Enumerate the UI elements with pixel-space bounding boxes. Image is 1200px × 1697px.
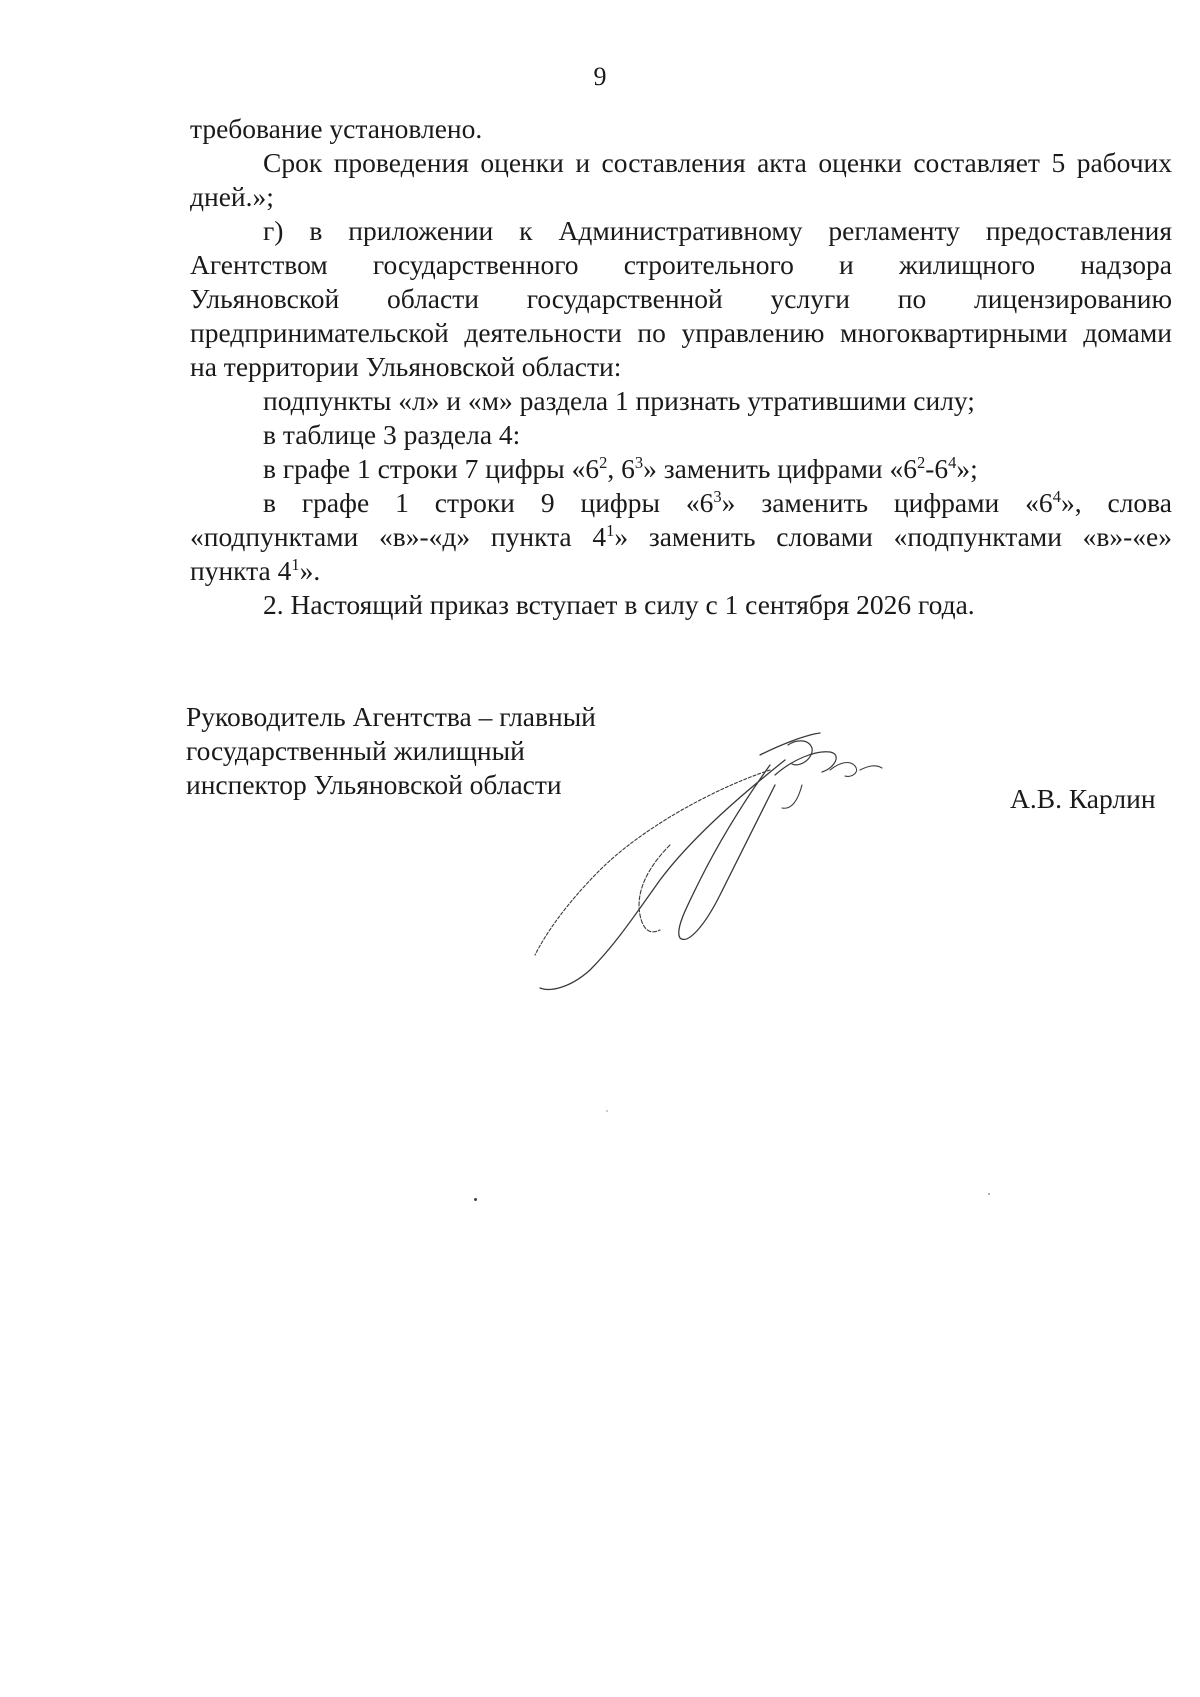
paragraph-appendix-line5: на территории Ульяновской области:	[190, 351, 622, 382]
signer-name: А.В. Карлин	[1010, 783, 1156, 814]
paragraph-assessment-term-line1: Срок проведения оценки и составления акта оценки составляет 5 рабочих	[263, 147, 1172, 178]
paragraph-appendix-line2: Агентством государственного строительного и жилищного надзора	[190, 249, 1172, 280]
paragraph-row-9-line1: в графе 1 строки 9 цифры «$6^3$» заменить цифрами «$6^4$», слова	[263, 486, 1172, 518]
position-line: инспектор Ульяновской области	[186, 769, 562, 800]
position-line: государственный жилищный	[186, 735, 525, 766]
handwritten-signature	[530, 730, 930, 1000]
page-number: 9	[593, 62, 607, 91]
paragraph-assessment-term-line2: дней.»;	[190, 181, 274, 212]
scan-speck	[474, 1198, 477, 1201]
paragraph-effective-date: 2. Настоящий приказ вступает в силу с 1 сентября 2026 года.	[263, 589, 975, 620]
document-body	[190, 112, 1172, 622]
scan-speck	[988, 1193, 990, 1195]
paragraph-requirement-established: требование установлено.	[190, 113, 483, 144]
paragraph-row-9-line2: «подпунктами «в»-«д» пункта $4^1$» заменить словами «подпунктами «в»-«е»	[190, 520, 1173, 552]
paragraph-row-9-line3: пункта $4^1$».	[190, 554, 321, 586]
scan-speck	[606, 1110, 608, 1112]
position-line: Руководитель Агентства – главный	[186, 701, 596, 732]
paragraph-row-7-digits: в графе 1 строки 7 цифры «$6^2$, $6^3$» заменить цифрами «$6^2-6^4$»;	[263, 452, 978, 484]
paragraph-appendix-line4: предпринимательской деятельности по управлению многоквартирными домами	[190, 317, 1172, 348]
paragraph-table-3-section-4: в таблице 3 раздела 4:	[263, 419, 521, 450]
paragraph-appendix-line1: г) в приложении к Административному регламенту предоставления	[263, 215, 1172, 246]
paragraph-subpoints-invalid: подпункты «л» и «м» раздела 1 признать утратившими силу;	[263, 385, 975, 416]
paragraph-appendix-line3: Ульяновской области государственной услуги по лицензированию	[190, 283, 1172, 314]
